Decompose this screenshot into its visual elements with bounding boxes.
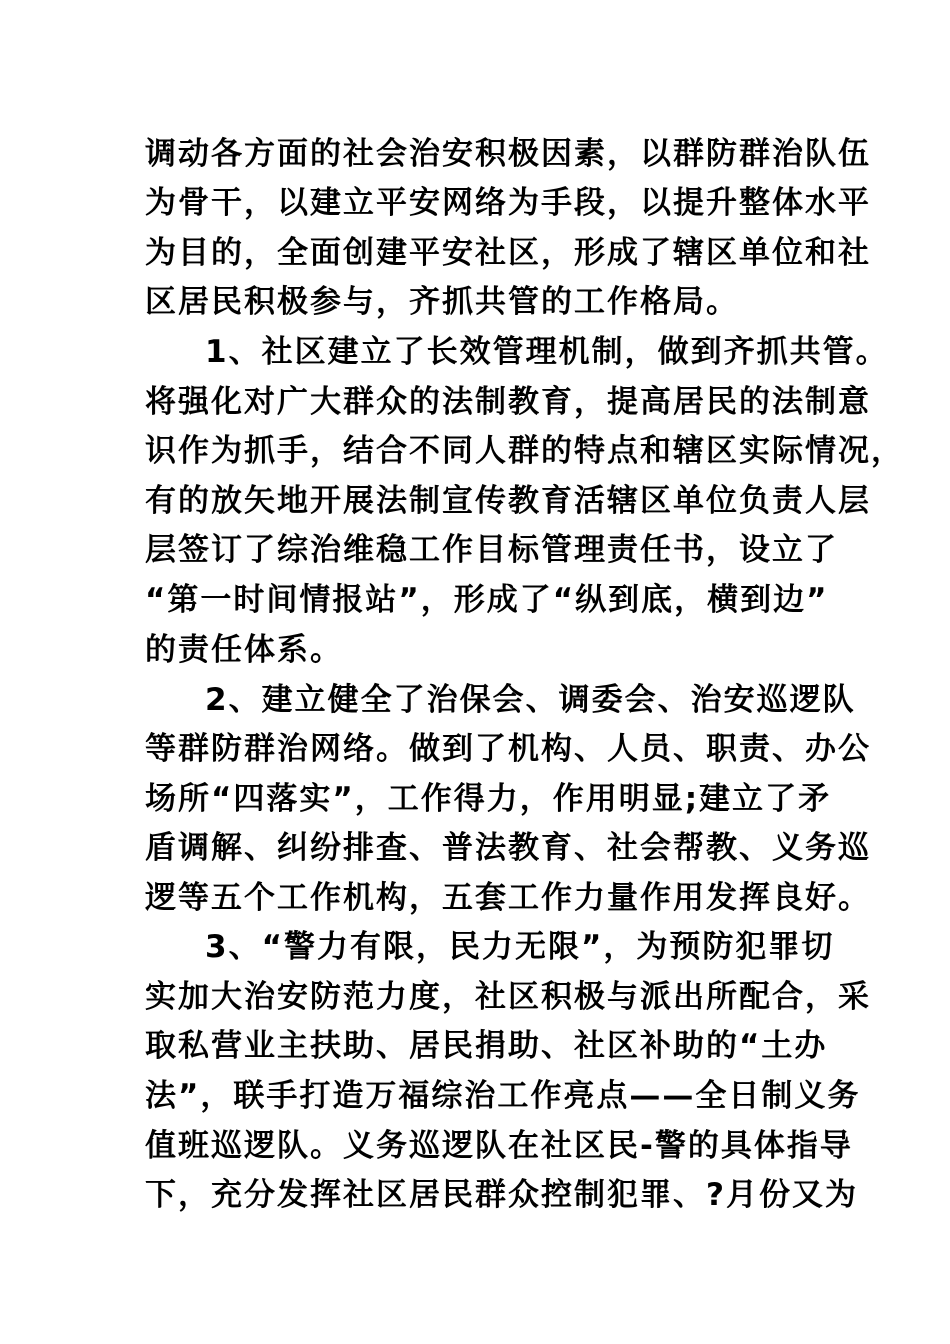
text-line: 将强化对广大群众的法制教育，提高居民的法制意 xyxy=(145,384,871,420)
text-line: 识作为抓手，结合不同人群的特点和辖区实际情况， xyxy=(145,433,904,469)
text-line: 法”，联手打造万福综治工作亮点——全日制义务 xyxy=(145,1078,861,1114)
text-line: 下，充分发挥社区居民群众控制犯罪、?月份又为 xyxy=(145,1177,858,1213)
text-line: 的责任体系。 xyxy=(145,632,343,668)
text-line: 逻等五个工作机构，五套工作力量作用发挥良好。 xyxy=(145,880,871,916)
text-line: 有的放矢地开展法制宣传教育活辖区单位负责人层 xyxy=(145,483,871,519)
text-line: 取私营业主扶助、居民捐助、社区补助的“土办 xyxy=(145,1028,828,1064)
text-line: “第一时间情报站”，形成了“纵到底，横到边” xyxy=(145,582,829,618)
text-line: 区居民积极参与，齐抓共管的工作格局。 xyxy=(145,284,739,320)
text-line: 为目的，全面创建平安社区，形成了辖区单位和社 xyxy=(145,235,871,271)
text-line: 等群防群治网络。做到了机构、人员、职责、办公 xyxy=(145,731,871,767)
text-line: 场所“四落实”，工作得力，作用明显;建立了矛 xyxy=(145,781,832,817)
text-line: 实加大治安防范力度，社区积极与派出所配合，采 xyxy=(145,979,871,1015)
text-line: 层签订了综治维稳工作目标管理责任书，设立了 xyxy=(145,532,838,568)
text-line: 为骨干，以建立平安网络为手段，以提升整体水平 xyxy=(145,185,871,221)
paragraph-first-line: 3、“警力有限，民力无限”，为预防犯罪切 xyxy=(205,929,835,965)
text-line: 盾调解、纠纷排查、普法教育、社会帮教、义务巡 xyxy=(145,830,871,866)
paragraph-first-line: 1、社区建立了长效管理机制，做到齐抓共管。 xyxy=(205,334,889,370)
text-line: 值班巡逻队。义务巡逻队在社区民-警的具体指导 xyxy=(145,1128,853,1164)
text-line: 调动各方面的社会治安积极因素，以群防群治队伍 xyxy=(145,136,871,172)
paragraph-first-line: 2、建立健全了治保会、调委会、治安巡逻队 xyxy=(205,682,856,718)
